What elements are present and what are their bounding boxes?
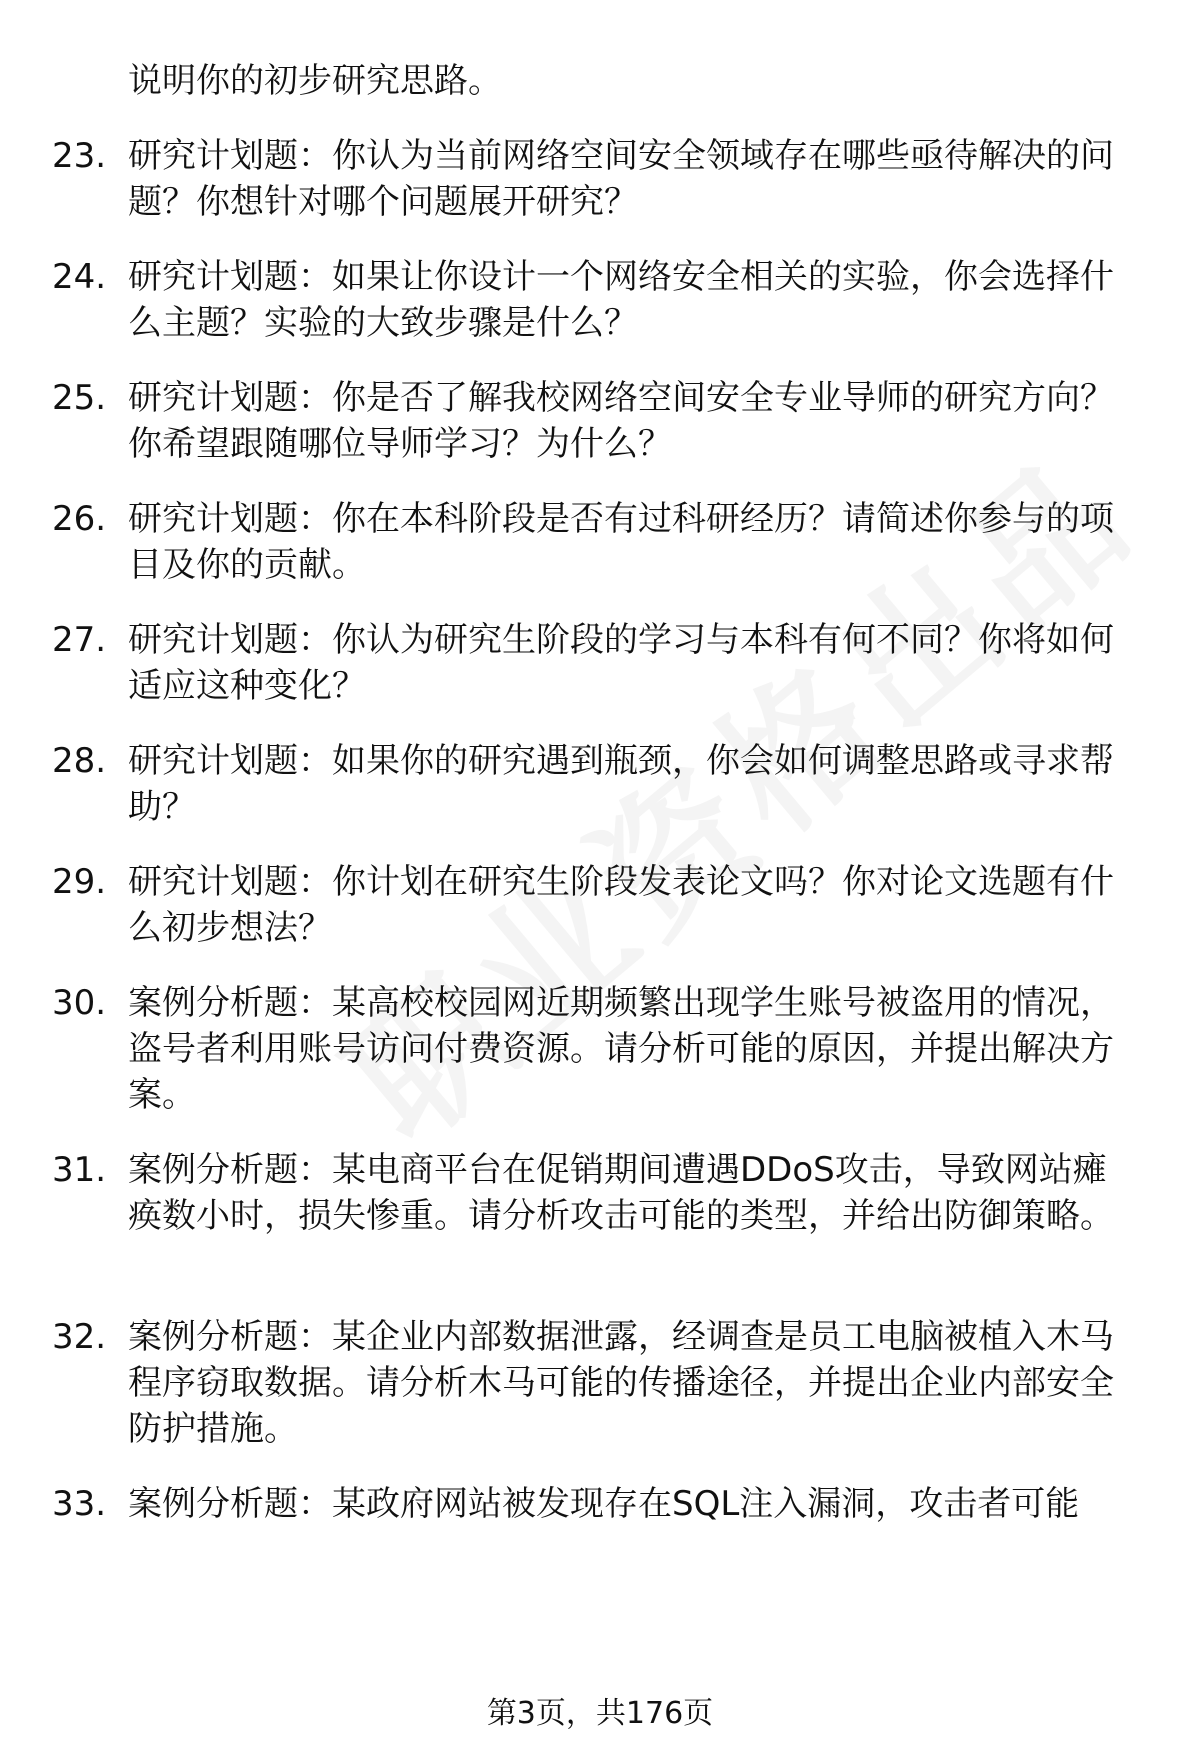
question-text: 研究计划题：你在本科阶段是否有过科研经历？请简述你参与的项目及你的贡献。: [128, 499, 1114, 585]
question-number: 32.: [52, 1317, 107, 1357]
page-footer: 第3页，共176页: [486, 1696, 714, 1731]
question-number: 27.: [52, 620, 107, 660]
question-number: 33.: [52, 1484, 107, 1524]
question-number: 23.: [52, 136, 107, 176]
question-text: 研究计划题：你认为当前网络空间安全领域存在哪些亟待解决的问题？你想针对哪个问题展开研究？: [128, 136, 1114, 222]
question-number: 26.: [52, 499, 107, 539]
question-text: 研究计划题：如果你的研究遇到瓶颈，你会如何调整思路或寻求帮助？: [128, 741, 1114, 827]
question-text: 研究计划题：你是否了解我校网络空间安全专业导师的研究方向？你希望跟随哪位导师学习？为什么？: [128, 378, 1114, 464]
question-number: 25.: [52, 378, 107, 418]
question-number: 24.: [52, 257, 107, 297]
question-number: 29.: [52, 862, 107, 902]
question-text: 研究计划题：如果让你设计一个网络安全相关的实验，你会选择什么主题？实验的大致步骤是什么？: [128, 257, 1114, 343]
question-text: 研究计划题：你认为研究生阶段的学习与本科有何不同？你将如何适应这种变化？: [128, 620, 1114, 706]
continuation-text: 说明你的初步研究思路。: [128, 61, 502, 101]
question-number: 28.: [52, 741, 107, 781]
question-text: 案例分析题：某高校校园网近期频繁出现学生账号被盗用的情况，盗号者利用账号访问付费资源。请分析可能的原因，并提出解决方案。: [128, 983, 1114, 1115]
question-text: 案例分析题：某电商平台在促销期间遭遇DDoS攻击，导致网站瘫痪数小时，损失惨重。请分析攻击可能的类型，并给出防御策略。: [128, 1150, 1114, 1236]
question-number: 30.: [52, 983, 107, 1023]
question-text: 案例分析题：某政府网站被发现存在SQL注入漏洞，攻击者可能: [128, 1484, 1080, 1524]
question-number: 31.: [52, 1150, 107, 1190]
question-text: 案例分析题：某企业内部数据泄露，经调查是员工电脑被植入木马程序窃取数据。请分析木马可能的传播途径，并提出企业内部安全防护措施。: [128, 1317, 1114, 1449]
question-text: 研究计划题：你计划在研究生阶段发表论文吗？你对论文选题有什么初步想法？: [128, 862, 1114, 948]
